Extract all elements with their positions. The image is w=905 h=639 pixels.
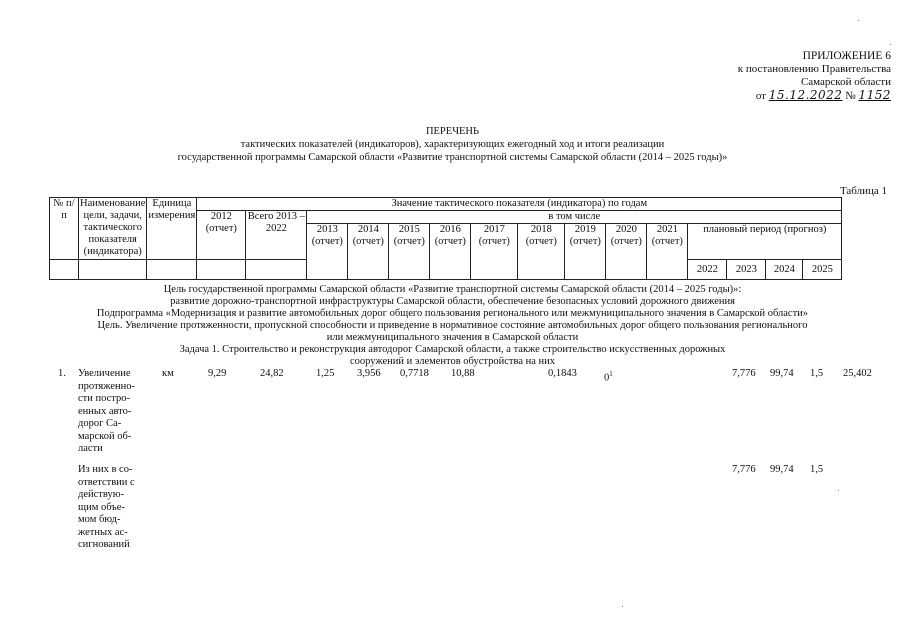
value-2019: [604, 368, 613, 385]
value-2018: 0,1843: [548, 368, 577, 379]
header-plan-2024: 2024: [766, 260, 803, 280]
indicator-table-header: [49, 197, 842, 280]
header-year-2015: 2015 (отчет): [389, 224, 430, 280]
table-row: [0, 368, 905, 458]
handwritten-date: 15.12.2022: [768, 88, 843, 102]
row-name: [78, 464, 140, 552]
header-plan-2023: 2023: [727, 260, 766, 280]
value-2024: 1,5: [810, 368, 824, 379]
value-2014: 3,956: [357, 368, 381, 379]
header-year-2014: 2014 (отчет): [348, 224, 389, 280]
value-2022: 7,776: [732, 368, 756, 379]
target-line: Цель. Увеличение протяженности, пропускной способности и приведение в нормативное состояние автомобильных дорог общего пользования регионального: [97, 320, 808, 331]
appendix-title: ПРИЛОЖЕНИЕ 6: [802, 50, 891, 62]
header-year-2018: 2018 (отчет): [518, 224, 565, 280]
row-name-line: дорог Са-: [78, 418, 122, 429]
appendix-resolution: к постановлению Правительства: [737, 63, 891, 75]
row-name-line: действую-: [78, 489, 125, 500]
appendix-date-line: [738, 89, 891, 103]
row-name-line: сти постро-: [78, 393, 130, 404]
row-name-line: щим объе-: [78, 501, 125, 513]
header-total: Всего 2013 – 2022: [246, 211, 307, 260]
scan-speck: [838, 490, 839, 491]
appendix-region: Самарской области: [800, 76, 891, 88]
row-name-line: протяженно-: [78, 380, 136, 392]
goal-line: Цель государственной программы Самарской области «Развитие транспортной системы Самарской области (2014 – 2025 годы)»:: [163, 284, 742, 295]
value-2012: 9,29: [208, 368, 227, 379]
header-unit: Единица измерения: [147, 198, 197, 260]
title-subtitle: тактических показателей (индикаторов), характеризующих ежегодный ход и итоги реализации: [240, 139, 665, 150]
document-title: [0, 125, 905, 164]
row-name-line: Увеличение: [78, 368, 131, 379]
row-name-line: жетных ас-: [78, 526, 128, 538]
task-line: сооружений и элементов обустройства на них: [350, 356, 555, 367]
scan-speck: [622, 606, 623, 607]
header-2012: 2012 (отчет): [197, 211, 246, 260]
scan-speck: [890, 44, 891, 45]
header-no: № п/п: [50, 198, 79, 260]
header-year-2021: 2021 (отчет): [647, 224, 688, 280]
header-including: в том числе: [307, 211, 842, 224]
from-label: от: [755, 90, 766, 102]
row-name-line: сигнований: [78, 539, 130, 550]
header-value-group: Значение тактического показателя (индикатора) по годам: [197, 198, 842, 211]
row-name: [78, 368, 140, 456]
appendix-block: [738, 50, 891, 103]
table-label: Таблица 1: [839, 185, 887, 197]
value-2019-number: 0: [604, 372, 610, 384]
target-line: или межмуниципального значения в Самарской области: [326, 332, 579, 343]
subprogram-line: Подпрограмма «Модернизация и развитие автомобильных дорог общего пользования регионального или межмуниципального значения в Самарской области»: [96, 308, 809, 319]
value-total: 24,82: [260, 368, 284, 379]
table-row: [0, 464, 905, 554]
scan-speck: [858, 20, 859, 21]
row-name-line: ответствии с: [78, 476, 135, 488]
goal-line: развитие дорожно-транспортной инфраструктуры Самарской области, обеспечение безопасных условий дорожного движения: [170, 296, 735, 307]
header-year-2020: 2020 (отчет): [606, 224, 647, 280]
header-year-2017: 2017 (отчет): [471, 224, 518, 280]
value-2015: 0,7718: [400, 368, 429, 379]
row-name-line: Из них в со-: [78, 464, 133, 475]
handwritten-number: 1152: [858, 88, 891, 102]
footnote-marker: 1: [609, 370, 613, 378]
row-name-line: марской об-: [78, 430, 132, 442]
row-name-line: мом бюд-: [78, 514, 121, 525]
header-plan-period: плановый период (прогноз): [688, 224, 842, 260]
value-2024: 1,5: [810, 464, 824, 475]
header-plan-2025: 2025: [803, 260, 842, 280]
header-plan-2022: 2022: [688, 260, 727, 280]
number-label: №: [845, 90, 856, 102]
value-2025: 25,402: [843, 368, 872, 379]
row-name-line: енных авто-: [78, 405, 132, 417]
title-program: государственной программы Самарской области «Развитие транспортной системы Самарской области (2014 – 2025 годы)»: [177, 152, 728, 163]
header-year-2016: 2016 (отчет): [430, 224, 471, 280]
goal-section: [0, 284, 905, 368]
row-number: 1.: [58, 368, 66, 379]
row-unit: км: [162, 368, 174, 379]
value-2023: 99,74: [770, 368, 794, 379]
value-2023: 99,74: [770, 464, 794, 475]
title-heading: ПЕРЕЧЕНЬ: [425, 126, 480, 137]
value-2016: 10,88: [451, 368, 475, 379]
header-name: Наименование цели, задачи, тактического показателя (индикатора): [79, 198, 147, 260]
value-2022: 7,776: [732, 464, 756, 475]
row-name-line: ласти: [78, 443, 103, 454]
header-year-2013: 2013 (отчет): [307, 224, 348, 280]
header-year-2019: 2019 (отчет): [565, 224, 606, 280]
value-2013: 1,25: [316, 368, 335, 379]
task-line: Задача 1. Строительство и реконструкция автодорог Самарской области, а также строительство искусственных дорожных: [179, 344, 726, 355]
